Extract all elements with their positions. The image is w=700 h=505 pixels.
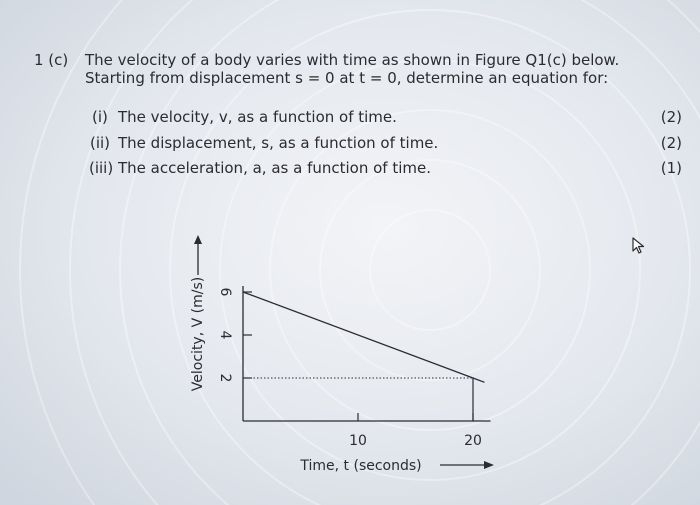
x-axis-arrow-icon [484,461,494,469]
x-axis-title: Time, t (seconds) [300,458,422,474]
question-intro-line1: The velocity of a body varies with time as shown in Figure Q1(c) below. [85,51,620,69]
mouse-pointer-icon [631,237,647,255]
y-axis-arrow-icon [194,235,202,244]
part-iii-text: The acceleration, a, as a function of time. [118,159,431,177]
velocity-series-line [243,292,485,382]
x-tick-label-20: 20 [464,433,482,449]
part-ii-text: The displacement, s, as a function of time. [118,134,439,152]
x-tick-label-10: 10 [349,433,367,449]
part-ii-marks: (2) [660,134,682,152]
velocity-time-graph [180,222,510,484]
y-tick-label-2: 2 [217,373,233,383]
part-i-text: The velocity, v, as a function of time. [118,108,397,126]
part-i-label: (i) [92,108,108,126]
part-i-marks: (2) [660,108,682,126]
y-tick-label-4: 4 [217,330,233,340]
y-axis-title: Velocity, V (m/s) [190,276,206,392]
question-intro-line2: Starting from displacement s = 0 at t = 0, determine an equation for: [85,69,609,87]
y-tick-label-6: 6 [217,287,233,297]
question-number: 1 (c) [34,51,69,69]
part-ii-label: (ii) [90,134,111,152]
part-iii-marks: (1) [660,159,682,177]
part-iii-label: (iii) [89,159,114,177]
